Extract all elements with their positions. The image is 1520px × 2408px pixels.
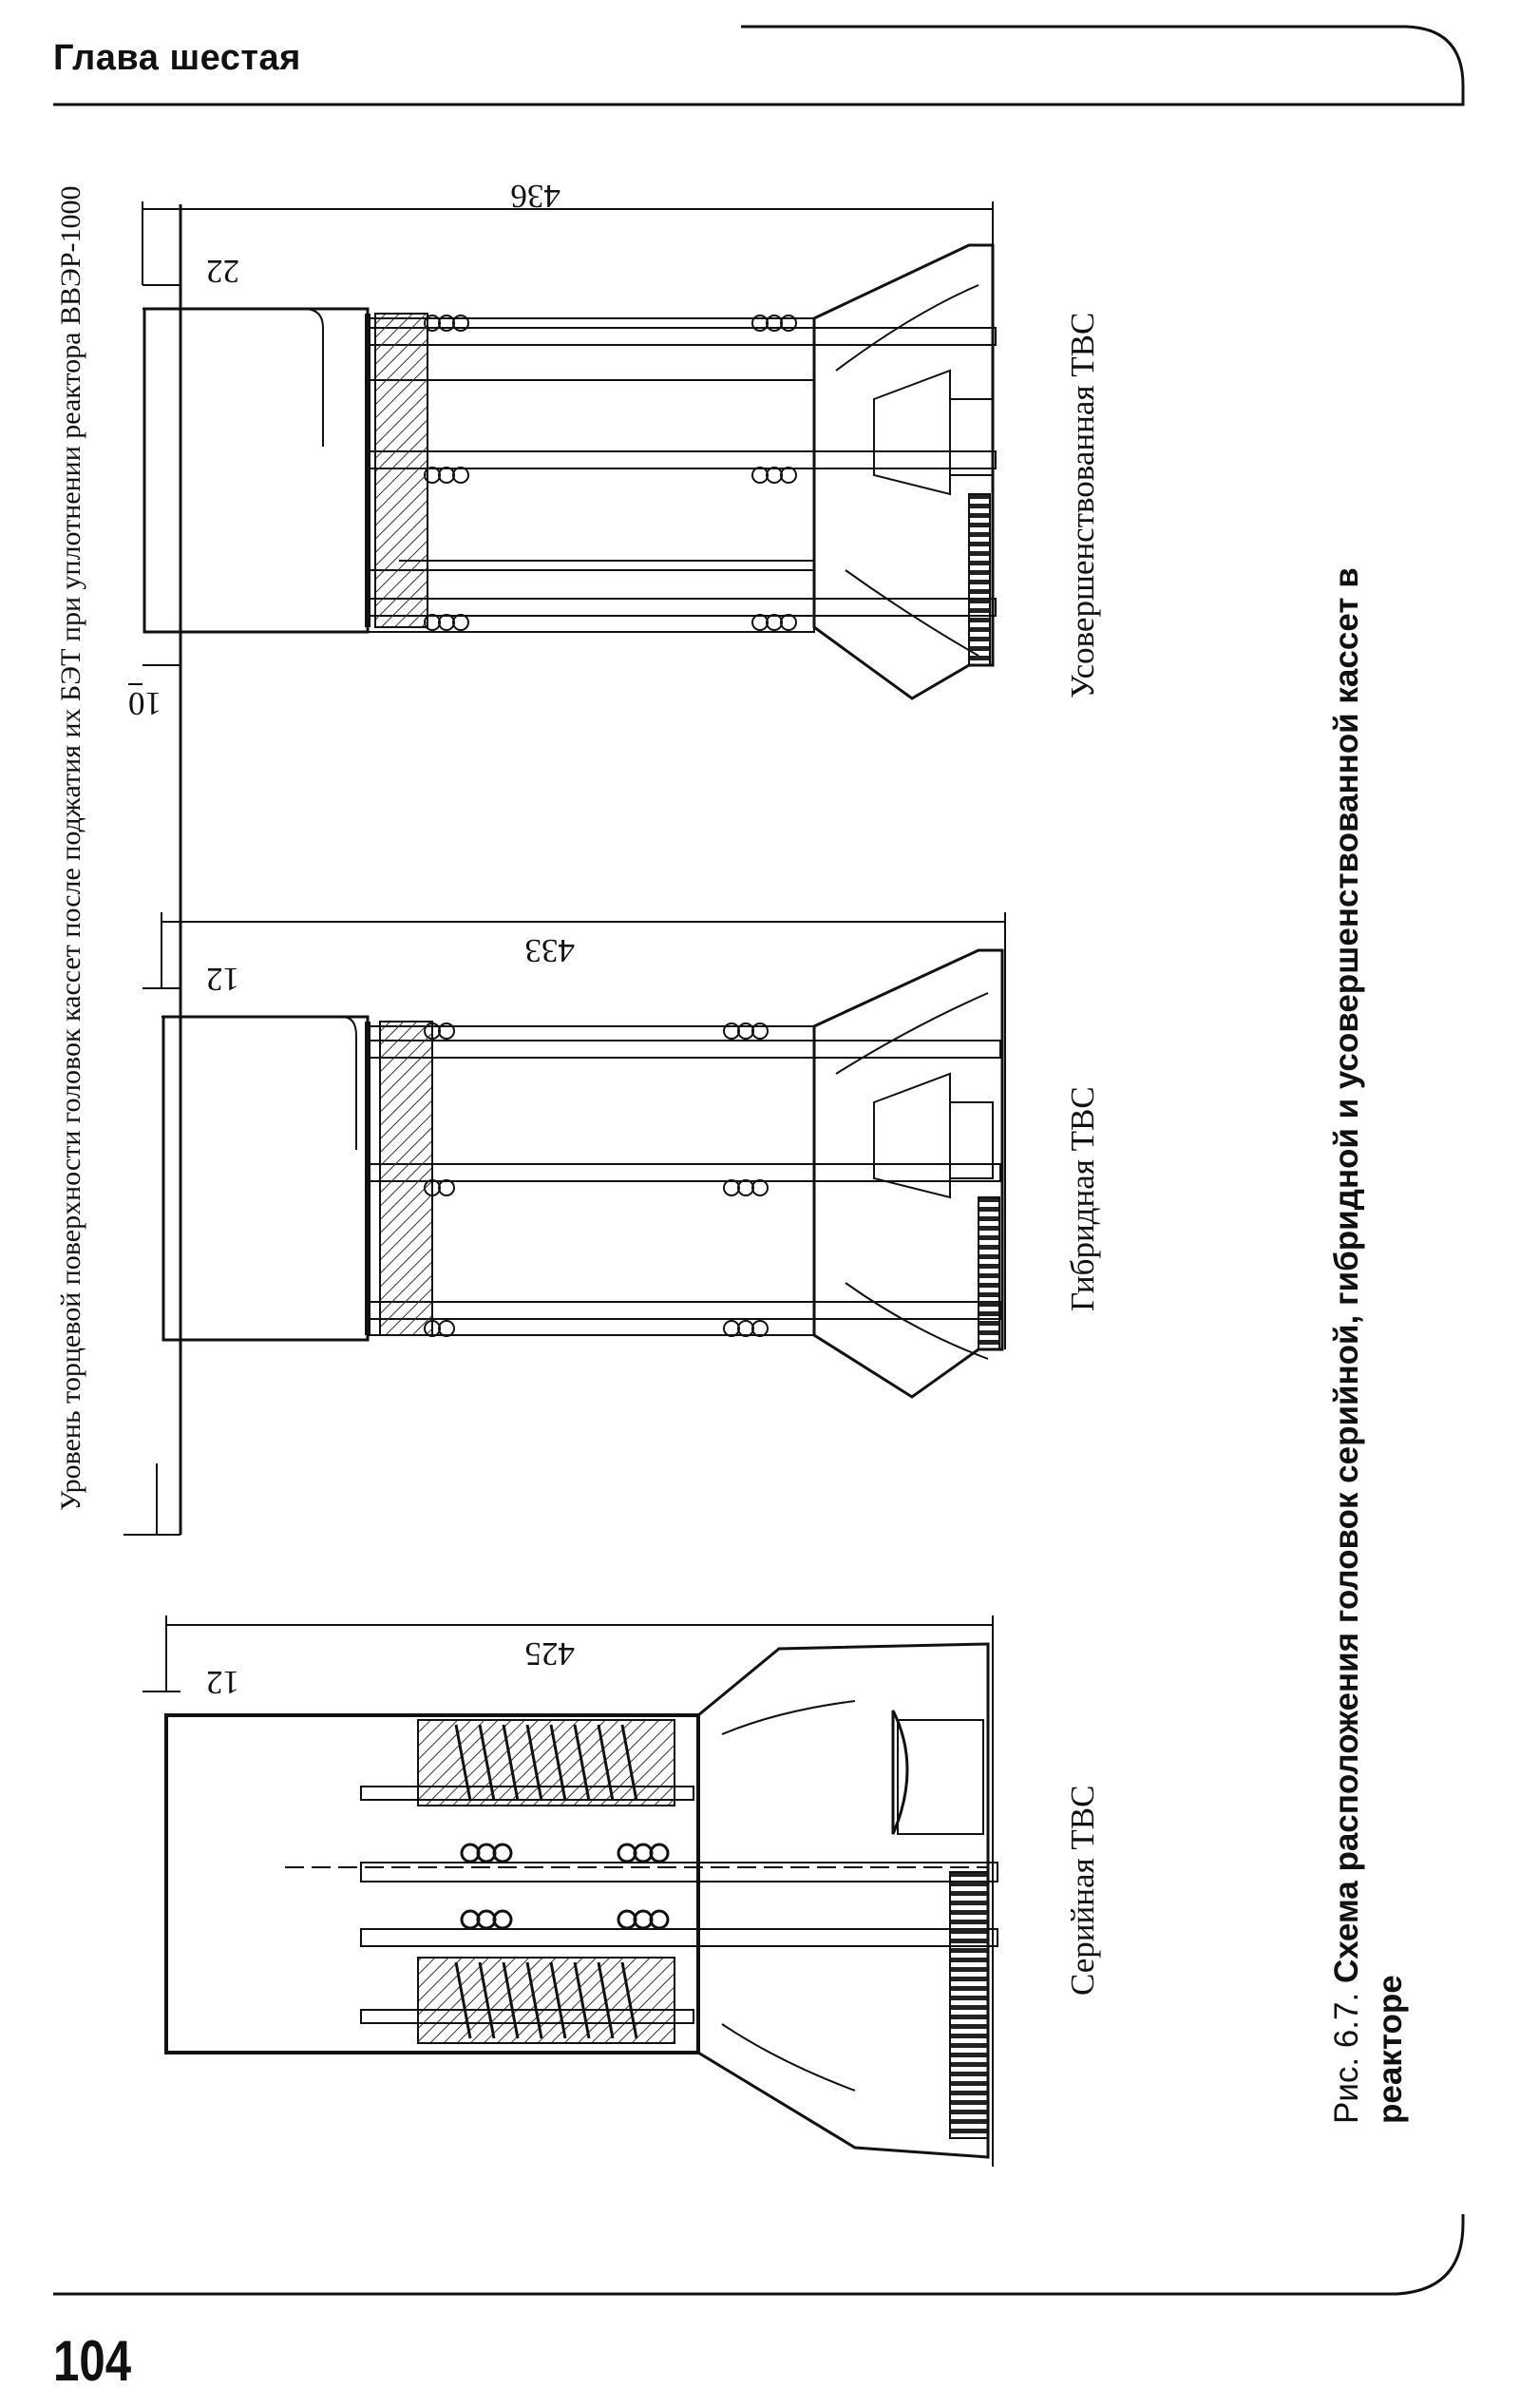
caption-prefix: Рис. 6.7. <box>1328 1992 1365 2124</box>
serial-assembly <box>142 1615 998 2167</box>
label-hybrid-tbs: Гибридная ТВС <box>1064 1086 1101 1311</box>
header-rule <box>53 27 1463 105</box>
dim-improved-offset: 22 <box>206 253 239 290</box>
dim-improved-gap: 10 <box>128 685 162 722</box>
footer-rule <box>53 2214 1463 2294</box>
dim-hybrid-total: 433 <box>524 932 575 969</box>
improved-assembly <box>128 201 996 698</box>
chapter-title: Глава шестая <box>53 38 301 78</box>
improved-springs <box>425 315 796 630</box>
level-label: Уровень торцевой поверхности головок кассет после поджатия их БЭТ при уплотнении реактора ВВЭР-1000 <box>55 185 86 1511</box>
hybrid-springs <box>425 1023 768 1336</box>
dim-serial-offset: 12 <box>206 1664 239 1701</box>
dim-hybrid-offset: 12 <box>206 961 239 998</box>
label-serial-tbs: Серийная ТВС <box>1064 1785 1101 1996</box>
figure-caption <box>1325 567 1413 2124</box>
level-reference <box>124 204 180 1535</box>
page-number: 104 <box>53 2329 132 2393</box>
caption-title-line2: реакторе <box>1372 1975 1409 2124</box>
label-improved-tbs: Усовершенствованная ТВС <box>1064 312 1101 698</box>
dim-improved-total: 436 <box>510 178 560 215</box>
hybrid-assembly <box>142 912 1005 1397</box>
caption-title-line1: Схема расположения головок серийной, гибридной и усовершенствованной кассет в <box>1328 567 1365 1984</box>
dim-serial-total: 425 <box>524 1635 575 1672</box>
